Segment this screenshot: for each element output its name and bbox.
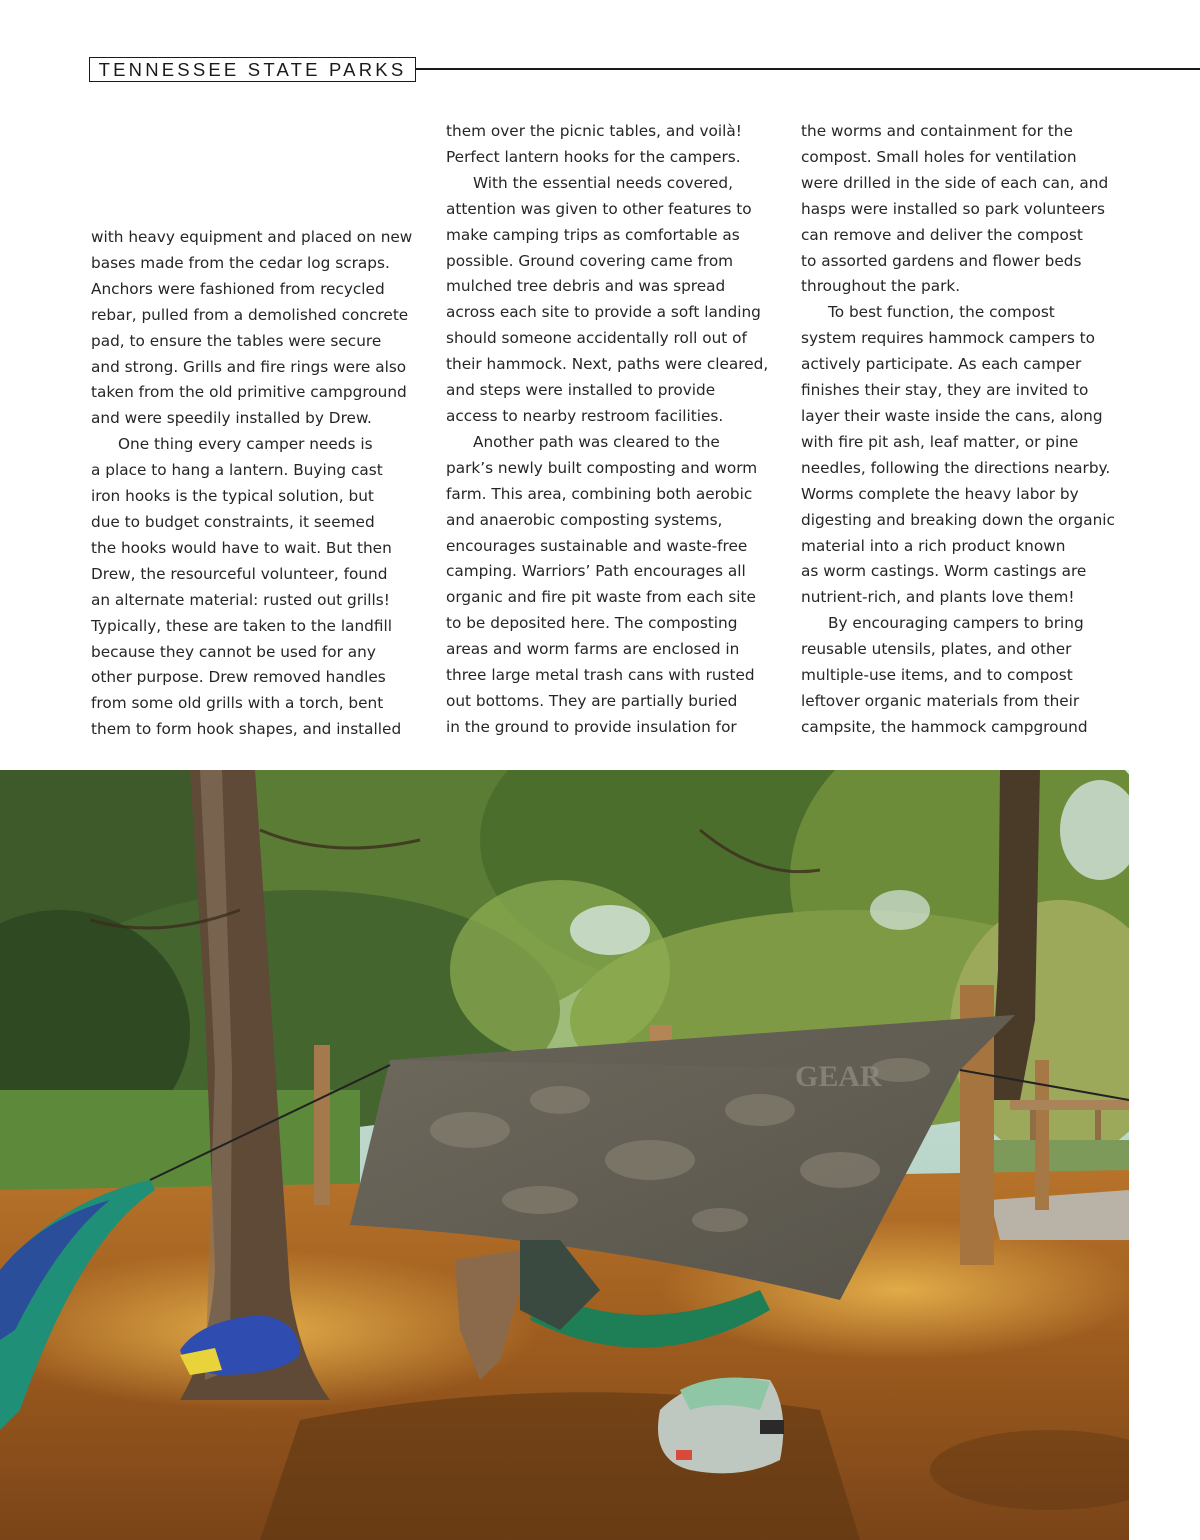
text-line: needles, following the directions nearby. bbox=[801, 458, 1111, 477]
article-paragraph bbox=[446, 171, 786, 430]
text-line: campsite, the hammock campground bbox=[801, 717, 1088, 736]
text-line: the worms and containment for the bbox=[801, 122, 1073, 140]
text-line: hasps were installed so park volunteers bbox=[801, 199, 1105, 218]
text-line: possible. Ground covering came from bbox=[446, 251, 734, 270]
article-column-3 bbox=[801, 119, 1141, 741]
text-line: their hammock. Next, paths were cleared, bbox=[446, 355, 769, 374]
text-line: actively participate. As each camper bbox=[801, 355, 1082, 374]
text-line: pad, to ensure the tables were secure bbox=[91, 331, 382, 350]
article-column-1 bbox=[91, 225, 431, 743]
text-line: were drilled in the side of each can, and bbox=[801, 173, 1109, 192]
text-line: three large metal trash cans with rusted bbox=[446, 666, 755, 685]
text-line: attention was given to other features to bbox=[446, 199, 752, 218]
text-line: layer their waste inside the cans, along bbox=[801, 406, 1103, 425]
article-paragraph bbox=[446, 119, 786, 171]
text-line: as worm castings. Worm castings are bbox=[801, 562, 1087, 581]
text-line: Perfect lantern hooks for the campers. bbox=[446, 147, 741, 166]
text-line: them to form hook shapes, and installed bbox=[91, 720, 402, 739]
text-line: with heavy equipment and placed on new bbox=[91, 228, 413, 246]
text-line: leftover organic materials from their bbox=[801, 691, 1080, 710]
text-line: in the ground to provide insulation for bbox=[446, 717, 737, 736]
text-line: Typically, these are taken to the landfill bbox=[91, 616, 392, 635]
article-column-2 bbox=[446, 119, 786, 741]
text-line: compost. Small holes for ventilation bbox=[801, 147, 1077, 166]
tarp-logo: GEAR bbox=[795, 1060, 882, 1093]
text-line: from some old grills with a torch, bent bbox=[91, 694, 384, 713]
text-line: rebar, pulled from a demolished concrete bbox=[91, 305, 409, 324]
text-line: encourages sustainable and waste-free bbox=[446, 536, 748, 555]
text-line: other purpose. Drew removed handles bbox=[91, 668, 386, 687]
text-line: park’s newly built composting and worm bbox=[446, 458, 758, 477]
text-line: should someone accidentally roll out of bbox=[446, 329, 747, 348]
text-line: make camping trips as comfortable as bbox=[446, 225, 740, 244]
text-line: digesting and breaking down the organic bbox=[801, 510, 1115, 529]
article-paragraph bbox=[91, 225, 431, 432]
text-line: Worms complete the heavy labor by bbox=[801, 484, 1079, 503]
text-line: and steps were installed to provide bbox=[446, 381, 716, 400]
text-line: with fire pit ash, leaf matter, or pine bbox=[801, 432, 1079, 451]
text-line: and were speedily installed by Drew. bbox=[91, 409, 372, 428]
text-line: By encouraging campers to bring bbox=[828, 614, 1084, 633]
text-line: access to nearby restroom facilities. bbox=[446, 406, 724, 425]
text-line: can remove and deliver the compost bbox=[801, 225, 1083, 244]
text-line: across each site to provide a soft landing bbox=[446, 303, 761, 322]
text-line: finishes their stay, they are invited to bbox=[801, 381, 1089, 400]
text-line: material into a rich product known bbox=[801, 536, 1066, 555]
text-line: out bottoms. They are partially buried bbox=[446, 691, 738, 710]
text-line: due to budget constraints, it seemed bbox=[91, 512, 375, 531]
article-paragraph bbox=[801, 119, 1141, 300]
text-line: taken from the old primitive campground bbox=[91, 383, 407, 402]
article-paragraph bbox=[91, 432, 431, 743]
text-line: areas and worm farms are enclosed in bbox=[446, 640, 740, 659]
text-line: and anaerobic composting systems, bbox=[446, 510, 723, 529]
text-line: Drew, the resourceful volunteer, found bbox=[91, 564, 388, 583]
text-line: throughout the park. bbox=[801, 277, 961, 296]
text-line: One thing every camper needs is bbox=[118, 435, 373, 454]
text-line: Another path was cleared to the bbox=[473, 432, 720, 451]
text-line: farm. This area, combining both aerobic bbox=[446, 484, 753, 503]
article-paragraph bbox=[801, 300, 1141, 611]
text-line: to be deposited here. The composting bbox=[446, 614, 738, 633]
text-line: reusable utensils, plates, and other bbox=[801, 640, 1072, 659]
text-line: an alternate material: rusted out grills! bbox=[91, 590, 390, 609]
text-line: organic and fire pit waste from each site bbox=[446, 588, 756, 607]
header-rule bbox=[416, 68, 1200, 70]
text-line: To best function, the compost bbox=[828, 303, 1055, 322]
text-line: nutrient-rich, and plants love them! bbox=[801, 588, 1075, 607]
article-paragraph bbox=[801, 611, 1141, 741]
text-line: the hooks would have to wait. But then bbox=[91, 538, 392, 557]
text-line: system requires hammock campers to bbox=[801, 329, 1096, 348]
text-line: because they cannot be used for any bbox=[91, 642, 376, 661]
text-line: a place to hang a lantern. Buying cast bbox=[91, 461, 383, 480]
text-line: multiple-use items, and to compost bbox=[801, 666, 1073, 685]
text-line: iron hooks is the typical solution, but bbox=[91, 487, 374, 506]
hammock-campsite-photo bbox=[0, 770, 1129, 1540]
text-line: bases made from the cedar log scraps. bbox=[91, 253, 390, 272]
text-line: them over the picnic tables, and voilà! bbox=[446, 122, 742, 140]
text-line: to assorted gardens and flower beds bbox=[801, 251, 1082, 270]
text-line: camping. Warriors’ Path encourages all bbox=[446, 562, 746, 581]
text-line: and strong. Grills and fire rings were also bbox=[91, 357, 407, 376]
text-line: Anchors were fashioned from recycled bbox=[91, 279, 385, 298]
article-paragraph bbox=[446, 430, 786, 741]
section-label: TENNESSEE STATE PARKS bbox=[89, 57, 416, 82]
text-line: With the essential needs covered, bbox=[473, 173, 733, 192]
text-line: mulched tree debris and was spread bbox=[446, 277, 726, 296]
